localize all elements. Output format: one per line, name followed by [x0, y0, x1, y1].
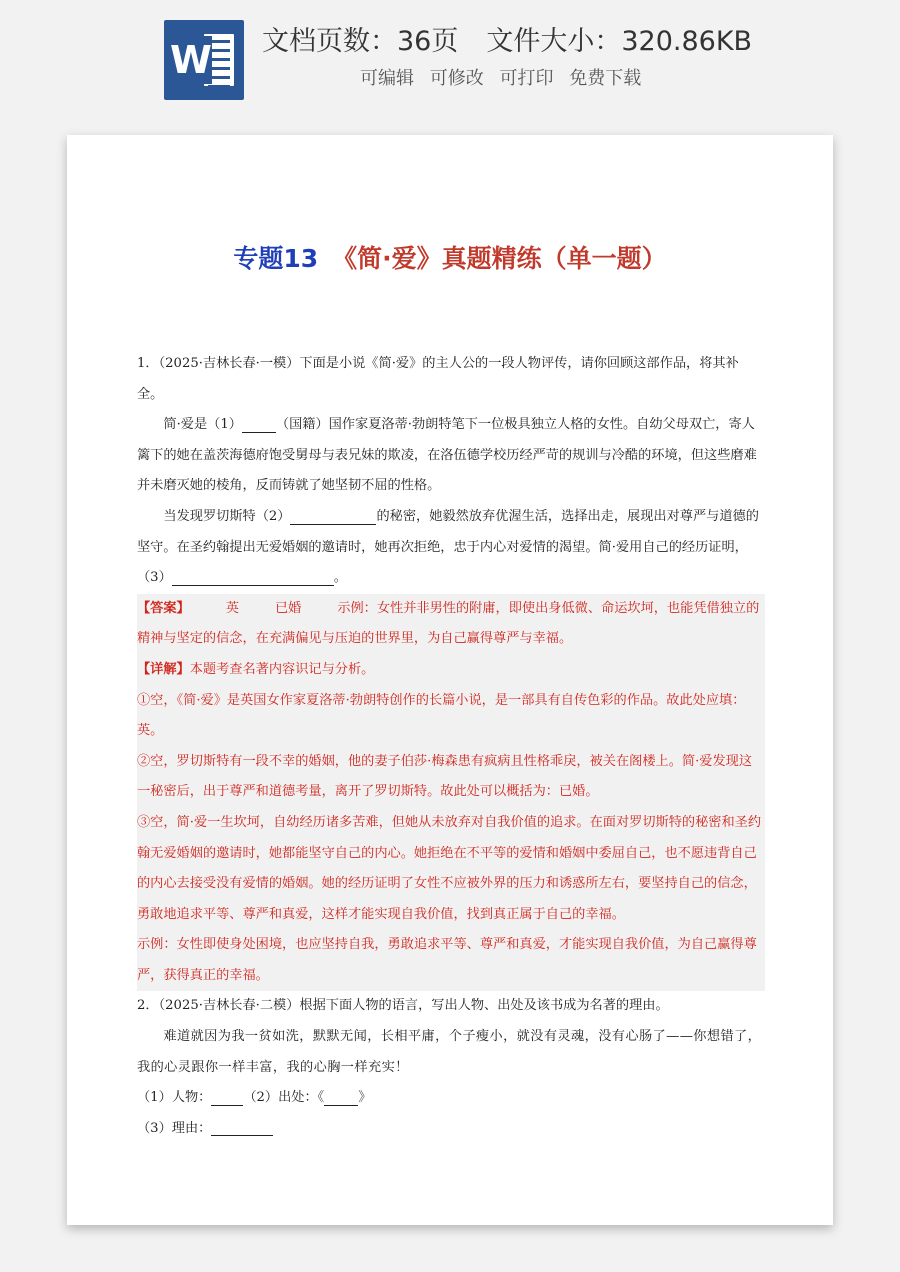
- feature-editable: 可编辑: [360, 68, 414, 89]
- q1-paragraph-1: 简·爱是（1） （国籍）国作家夏洛蒂·勃朗特笔下一位极具独立人格的女性。自幼父母双亡，寄人篱下的她在盖茨海德府饱受舅母与表兄妹的欺凌，在洛伍德学校历经严苛的规训与冷酷的环境，但这些磨难并未磨灭她的棱角，反而铸就了她坚韧不屈的性格。: [137, 417, 757, 494]
- q2-quote: 难道就因为我一贫如洗，默默无闻，长相平庸，个子瘦小，就没有灵魂，没有心肠了——你想错了，我的心灵跟你一样丰富，我的心胸一样充实！: [137, 1029, 762, 1075]
- detail-1: ①空，《简·爱》是英国女作家夏洛蒂·勃朗特创作的长篇小说，是一部具有自传色彩的作品。故此处应填：英。: [137, 692, 746, 739]
- word-doc-icon: [164, 20, 244, 100]
- answer-line: [137, 594, 765, 655]
- feature-modifiable: 可修改: [429, 68, 484, 89]
- answer-tag: 【答案】: [137, 600, 190, 616]
- document-page: [67, 135, 833, 1225]
- detail-2: ②空，罗切斯特有一段不幸的婚姻，他的妻子伯莎·梅森患有疯病且性格乖戾，被关在阁楼上。简·爱发现这一秘密后，出于尊严和道德考量，离开了罗切斯特。故此处可以概括为：已婚。: [137, 753, 753, 800]
- q2-line-2: （3）理由：: [137, 1114, 765, 1145]
- document-body: [137, 349, 765, 1144]
- detail-intro-line: [137, 655, 765, 686]
- q2-stem: 2．（2025·吉林长春·二模）根据下面人物的语言，写出人物、出处及该书成为名著的理由。: [137, 998, 669, 1014]
- download-banner: [0, 0, 900, 118]
- file-size: 文件大小：320.86KB: [486, 26, 753, 57]
- answer-1: 英: [225, 600, 239, 616]
- detail-intro: 本题考查名著内容识记与分析。: [189, 661, 375, 677]
- q1-stem: 1．（2025·吉林长春·一模）下面是小说《简·爱》的主人公的一段人物评传，请你回顾这部作品，将其补全。: [137, 356, 739, 402]
- detail-3: ③空，简·爱一生坎坷，自幼经历诸多苦难，但她从未放弃对自我价值的追求。在面对罗切斯特的秘密和圣约翰无爱婚姻的邀请时，她都能坚守自己的内心。她拒绝在不平等的爱情和婚姻中委屈自己，也不愿违背自己的内心去接受没有爱情的婚姻。她的经历证明了女性不应被外界的压力和诱惑所左右，要坚持自己的信念，勇敢地追求平等、尊严和真爱，这样才能实现自我价值，找到真正属于自己的幸福。: [137, 814, 762, 922]
- blank-1: [242, 416, 276, 433]
- detail-tag: 【详解】: [137, 661, 190, 677]
- feature-free-download: 免费下载: [569, 68, 642, 89]
- q1-paragraph-2: 当发现罗切斯特（2） 的秘密，她毅然放弃优渥生活，选择出走，展现出对尊严与道德的坚守。在圣约翰提出无爱婚姻的邀请时，她再次拒绝，忠于内心对爱情的渴望。简·爱用自己的经历证明，（3） 。: [137, 508, 759, 586]
- file-info: [262, 22, 862, 62]
- blank-3: [172, 569, 334, 586]
- blank-source: [324, 1089, 358, 1106]
- page-title: [67, 239, 833, 279]
- feature-list: [360, 64, 760, 94]
- q2-line-1: （1）人物： （2）出处：《 》: [137, 1090, 372, 1106]
- blank-2: [290, 508, 376, 525]
- title-prefix: 专题13: [233, 244, 319, 273]
- logo-letter: W: [170, 38, 212, 82]
- detail-example: 示例：女性即使身处困境，也应坚持自我，勇敢追求平等、尊严和真爱，才能实现自我价值，为自己赢得尊严，获得真正的幸福。: [137, 937, 757, 983]
- page-count: 文档页数：36页: [262, 26, 459, 57]
- blank-reason: [211, 1120, 273, 1137]
- feature-printable: 可打印: [499, 68, 554, 89]
- answer-2: 已婚: [274, 600, 302, 616]
- title-main: 《简·爱》真题精练（单一题）: [332, 244, 667, 273]
- blank-person: [211, 1089, 243, 1106]
- answer-box: [137, 594, 765, 992]
- answer-3: 示例：女性并非男性的附庸，即使出身低微、命运坎坷，也能凭借独立的精神与坚定的信念，在充满偏见与压迫的世界里，为自己赢得尊严与幸福。: [137, 600, 760, 647]
